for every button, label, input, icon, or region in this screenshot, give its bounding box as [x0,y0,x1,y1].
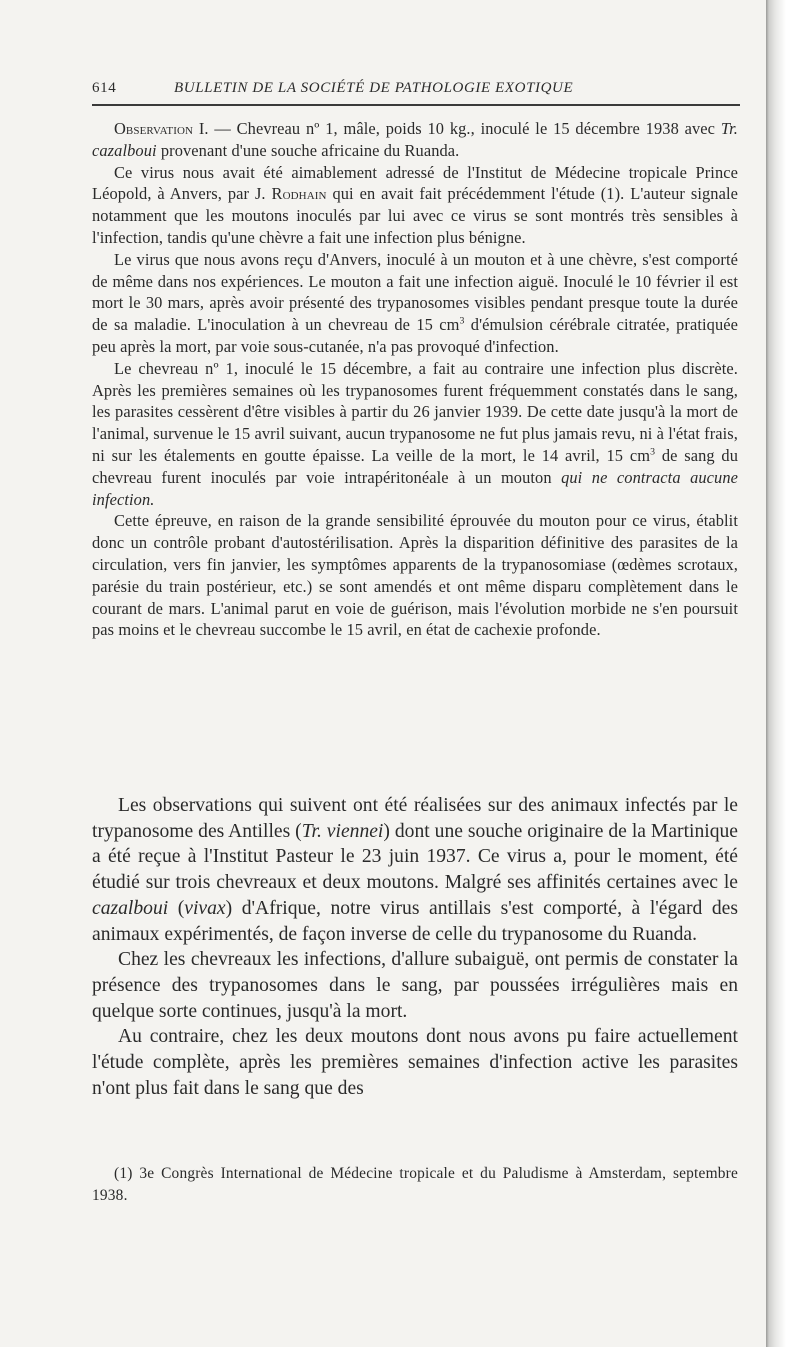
book-gutter [766,0,800,1347]
footnote [92,1163,738,1206]
body-paragraph: Chez les chevreaux les infections, d'allure subaiguë, ont permis de constater la présence des trypanosomes dans le sang, par poussées irrégulières mais en quelque sorte continues, jusqu'à la mort. [92,949,738,1022]
observation-section [92,118,738,641]
observation-paragraph: Observation I. — Chevreau nº 1, mâle, poids 10 kg., inoculé le 15 décembre 1938 avec Tr. cazalboui provenant d'une souche africaine du Ruanda. [92,119,738,160]
body-text [92,793,738,1101]
species-name: Tr. cazalboui [92,119,738,160]
page-number: 614 [92,80,117,96]
observation-paragraph: Le chevreau nº 1, inoculé le 15 décembre, a fait au contraire une infection plus discrète. Après les premières semaines où les trypanosomes furent fréquemment constatés dans le sang, les parasites cessèrent d'être visibles à partir du 26 janvier 1939. De cette date jusqu'à la mort de l'animal, survenue le 15 avril suivant, aucun trypanosome ne fut plus jamais revu, ni à l'état frais, ni sur les étalements en goutte épaisse. La veille de la mort, le 14 avril, 15 $cm^3$ de sang du chevreau furent inoculés par voie intrapéritonéale à un mouton qui ne contracta aucune infection. [92,358,739,509]
species-name: cazalboui [92,897,169,919]
observation-paragraph: Cette épreuve, en raison de la grande sensibilité éprouvée du mouton pour ce virus, établit donc un contrôle probant d'autostérilisation. Après la disparition définitive des parasites de la circulation, vers fin janvier, les symptômes apparents de la trypanosomiase (œdèmes scrotaux, parésie du train postérieur, etc.) se sont amendés et ont même disparu complètement dans le courant de mars. L'animal parut en voie de guérison, mais l'évolution morbide ne s'en poursuit pas moins et le chevreau succombe le 15 avril, en état de cachexie profonde. [92,511,738,640]
observation-paragraph: Ce virus nous avait été aimablement adressé de l'Institut de Médecine tropicale Prince Léopold, à Anvers, par J. Rodhain qui en avait fait précédemment l'étude (1). L'auteur signale notamment que les moutons inoculés par lui avec ce virus se sont montrés très sensibles à l'infection, tandis qu'une chèvre a fait une infection plus bénigne. [92,162,738,247]
footnote-text: (1) 3e Congrès International de Médecine tropicale et du Paludisme à Amsterdam, septembre 1938. [92,1165,738,1204]
observation-paragraph: Le virus que nous avons reçu d'Anvers, inoculé à un mouton et à une chèvre, s'est comporté de même dans nos expériences. Le mouton a fait une infection aiguë. Inoculé le 10 février il est mort le 30 mars, après avoir présenté des trypanosomes visibles pendant presque toute la durée de sa maladie. L'inoculation à un chevreau de 15 $cm^3$ d'émulsion cérébrale citratée, pratiquée peu après la mort, par voie sous-cutanée, n'a pas provoqué d'infection. [92,249,738,356]
author-name: Rodhain [271,184,327,204]
journal-title: BULLETIN DE LA SOCIÉTÉ DE PATHOLOGIE EXOTIQUE [174,80,574,96]
body-paragraph: Les observations qui suivent ont été réalisées sur des animaux infectés par le trypanosome des Antilles (Tr. viennei) dont une souche originaire de la Martinique a été reçue à l'Institut Pasteur le 23 juin 1937. Ce virus a, pour le moment, été étudié sur trois chevreaux et deux moutons. Malgré ses affinités certaines avec le cazalboui (vivax) d'Afrique, notre virus antillais s'est comporté, à l'égard des animaux expérimentés, de façon inverse de celle du trypanosome du Ruanda. [92,795,738,945]
species-name: vivax [184,897,226,919]
header-rule [92,104,740,106]
observation-label: Observation [114,119,194,138]
species-name: Tr. viennei [301,820,384,842]
body-paragraph: Au contraire, chez les deux moutons dont nous avons pu faire actuellement l'étude complète, après les premières semaines d'infection active les parasites n'ont plus fait dans le sang que des [92,1026,738,1099]
